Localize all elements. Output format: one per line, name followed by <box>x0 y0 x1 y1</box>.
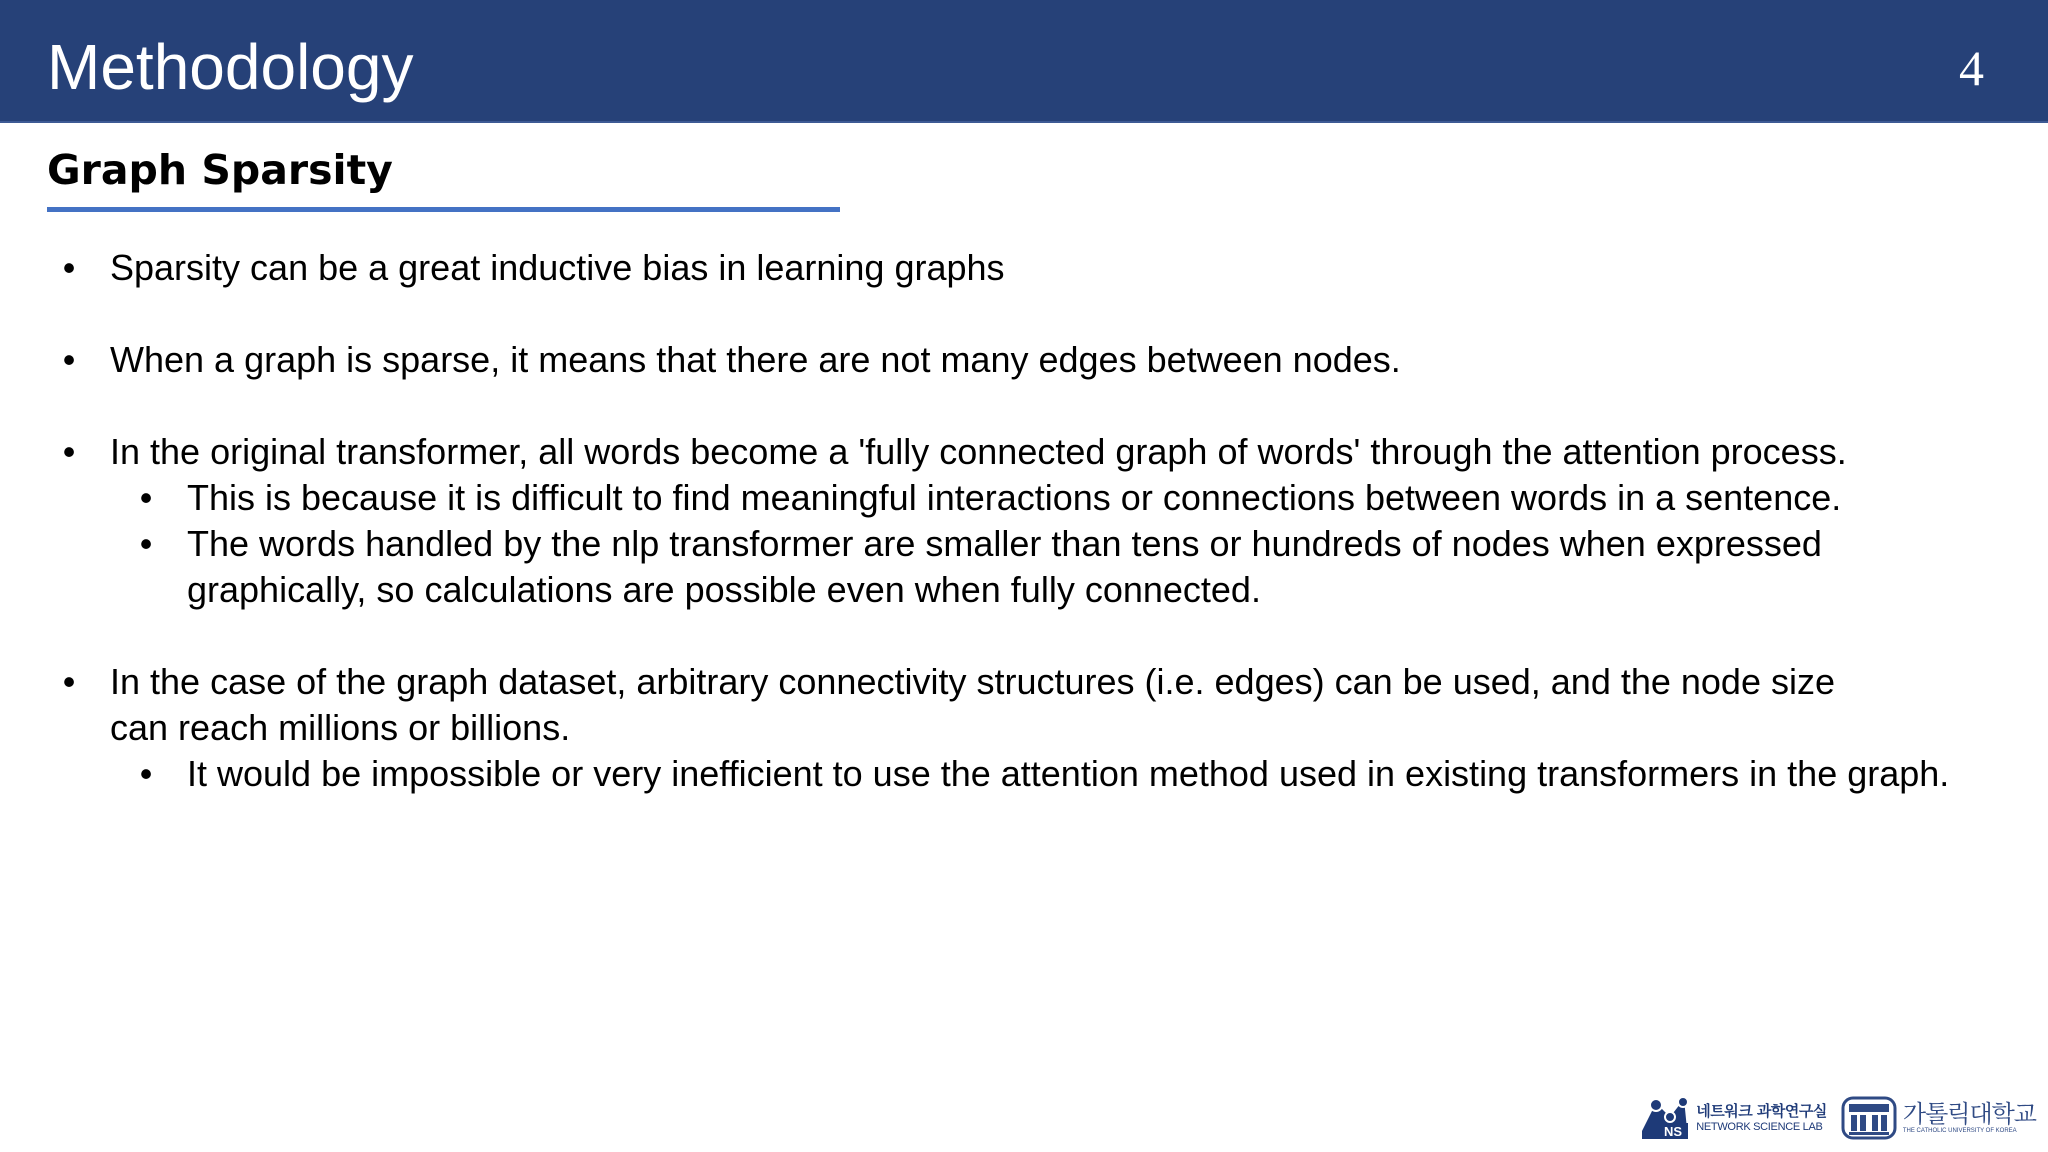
bullet-text: The words handled by the nlp transformer are smaller than tens or hundreds of nodes when expressed graphically, so calculations are possible even when fully connected. <box>187 523 1822 610</box>
bullet-text: It would be impossible or very inefficient to use the attention method used in existing transformers in the graph. <box>187 753 1950 794</box>
bullet-item <box>0 245 1860 291</box>
sub-bullet-item <box>0 521 1950 613</box>
sub-bullet-item <box>0 475 1950 521</box>
cuk-logo-icon <box>1841 1096 1897 1140</box>
bullet-text: Sparsity can be a great inductive bias in learning graphs <box>110 247 1005 288</box>
bullet-list <box>0 245 2048 797</box>
network-science-lab-logo <box>1640 1095 1827 1141</box>
cuk-logo-english: THE CATHOLIC UNIVERSITY OF KOREA <box>1902 1128 2017 1134</box>
bullet-item <box>0 429 1860 475</box>
bullet-text: When a graph is sparse, it means that there are not many edges between nodes. <box>110 339 1401 380</box>
ns-logo-mark-text: NS <box>1664 1124 1683 1139</box>
bullet-text: This is because it is difficult to find meaningful interactions or connections between words in a sentence. <box>187 477 1842 518</box>
section-heading: Graph Sparsity <box>47 146 393 194</box>
spacer <box>0 383 2048 429</box>
ns-logo-korean: 네트워크 과학연구실 <box>1696 1101 1827 1120</box>
bullet-marker: • <box>62 661 76 702</box>
sub-bullet-item <box>0 751 1950 797</box>
catholic-university-logo <box>1841 1096 2036 1140</box>
bullet-marker: • <box>139 753 153 794</box>
bullet-marker: • <box>62 431 76 472</box>
bullet-text: In the case of the graph dataset, arbitrary connectivity structures (i.e. edges) can be used, and the node size can reach millions or billions. <box>110 661 1835 748</box>
page-number: 4 <box>1959 40 1984 96</box>
bullet-item <box>0 659 1860 751</box>
slide-title: Methodology <box>47 31 414 103</box>
spacer <box>0 291 2048 337</box>
bullet-marker: • <box>62 339 76 380</box>
bullet-item <box>0 337 1860 383</box>
footer-logos <box>1640 1090 2036 1146</box>
bullet-marker: • <box>139 477 153 518</box>
cuk-logo-korean: 가톨릭대학교 <box>1902 1100 2036 1128</box>
bullet-marker: • <box>62 247 76 288</box>
header-bar <box>0 0 2048 123</box>
section-underline <box>47 207 840 212</box>
ns-logo-icon <box>1640 1095 1690 1141</box>
bullet-text: In the original transformer, all words become a 'fully connected graph of words' through the attention process. <box>110 431 1847 472</box>
bullet-marker: • <box>139 523 153 564</box>
ns-logo-english: NETWORK SCIENCE LAB <box>1696 1120 1823 1133</box>
spacer <box>0 613 2048 659</box>
